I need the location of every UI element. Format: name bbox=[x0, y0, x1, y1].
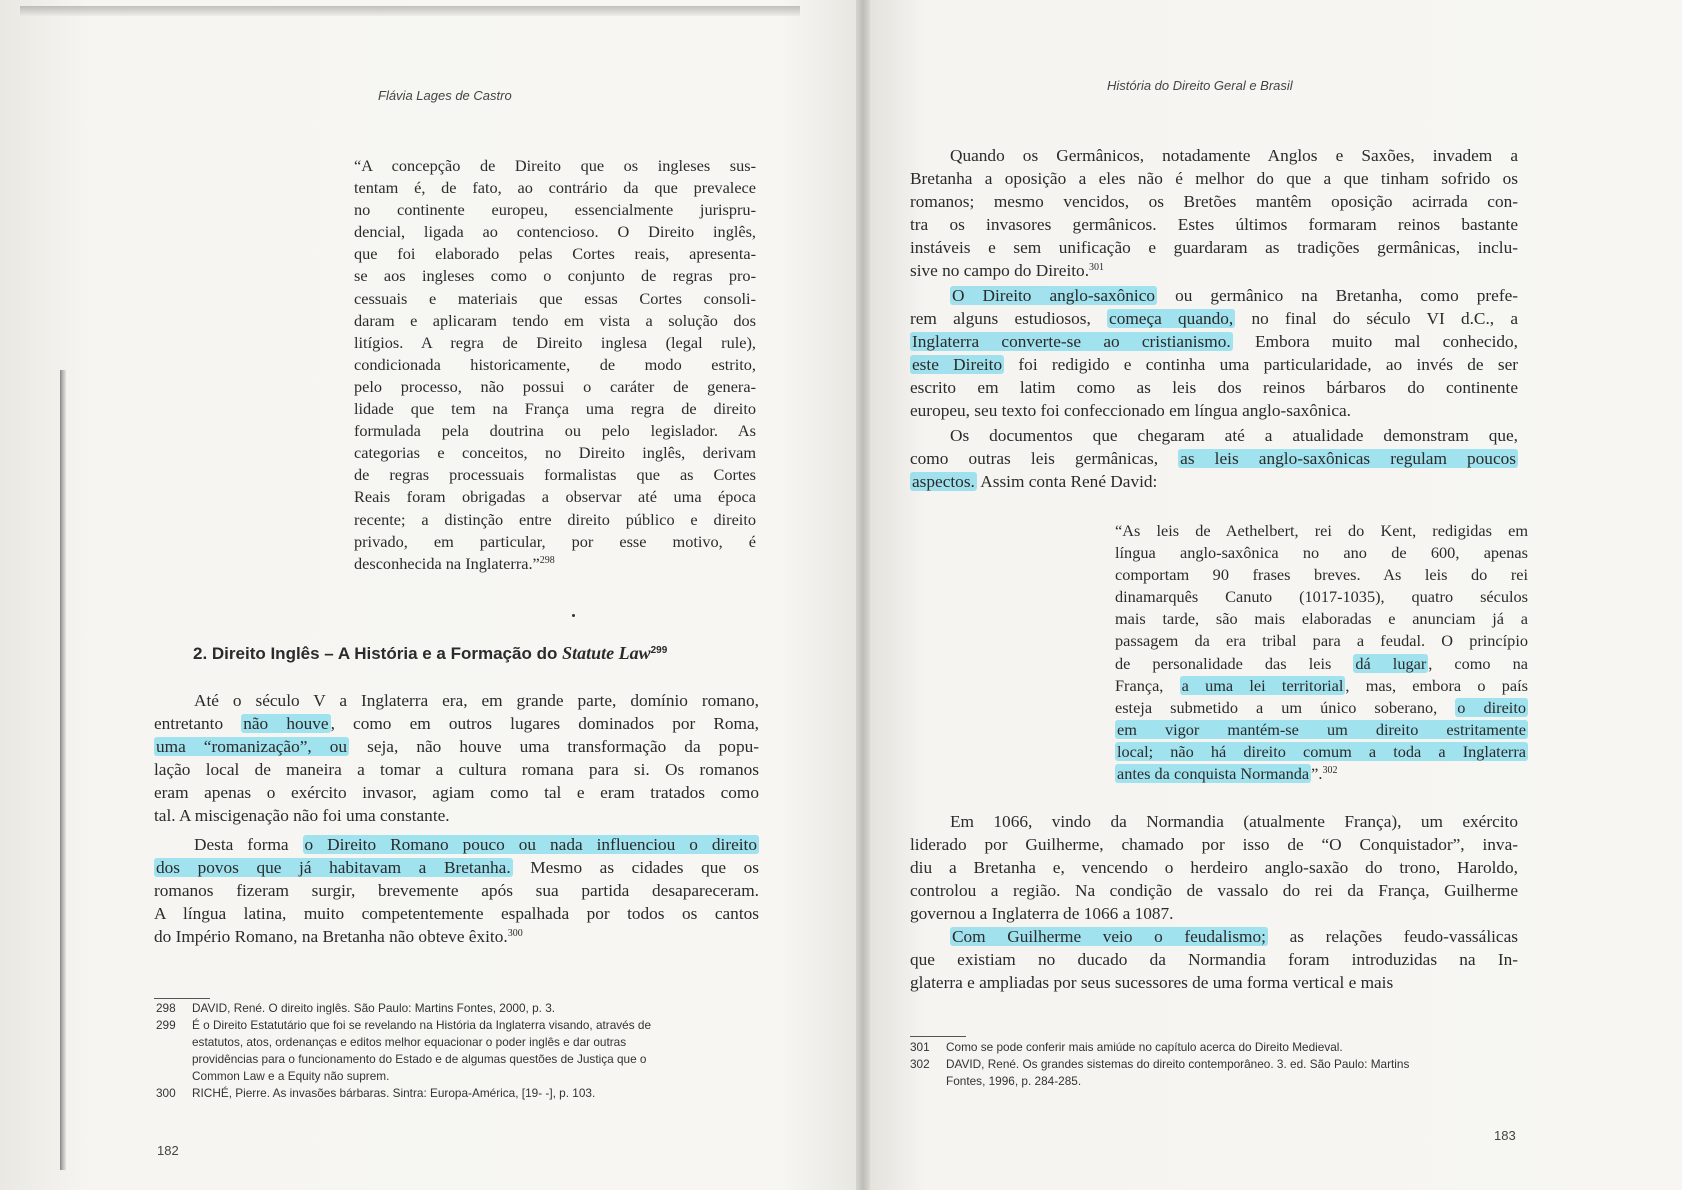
footnote-line: estatutos, atos, ordenanças e editos melhor equacionar o poder inglês e dar outras bbox=[192, 1035, 627, 1049]
text-run: Desta forma bbox=[194, 835, 303, 854]
right-paragraph-1 bbox=[910, 145, 1518, 282]
text-line: se aos ingleses como o conjunto de regras pro- bbox=[354, 266, 756, 286]
footnote-number: 298 bbox=[156, 1001, 176, 1015]
text-run: “As leis de Aethelbert, rei do Kent, redigidas em bbox=[1115, 521, 1528, 540]
text-run: foi redigido e continha uma particularidade, ao invés de ser bbox=[1004, 354, 1519, 374]
text-line: formulada pela doutrina ou pelo legislador. As bbox=[354, 421, 756, 441]
text-run: tal. A miscigenação não foi uma constante. bbox=[154, 805, 450, 825]
text-run: liderado por Guilherme, chamado por isso de “O Conquistador”, inva- bbox=[910, 834, 1518, 854]
highlighted-text: uma “romanização”, ou bbox=[156, 736, 348, 756]
text-line bbox=[154, 805, 759, 828]
text-line bbox=[910, 285, 1518, 308]
text-line bbox=[910, 400, 1518, 423]
text-run: , como em outros lugares dominados por Roma, bbox=[330, 713, 759, 733]
text-line bbox=[1115, 608, 1528, 630]
text-run: esteja submetido a um único soberano, bbox=[1115, 697, 1456, 717]
note-ref: 301 bbox=[1089, 261, 1105, 273]
text-run: comportam 90 frases breves. As leis do rei bbox=[1115, 565, 1528, 585]
highlighted-text: dá lugar bbox=[1355, 653, 1427, 673]
right-paragraph-3 bbox=[910, 425, 1518, 494]
text-run: como outras leis germânicas, bbox=[910, 448, 1179, 468]
text-run: romanos; mesmo vencidos, os Bretões mantêm oposição acirrada con- bbox=[910, 191, 1518, 211]
text-run: entretanto bbox=[154, 713, 242, 733]
text-line bbox=[154, 857, 759, 880]
text-run: glaterra e ampliadas por seus sucessores de uma forma vertical e mais bbox=[910, 972, 1394, 992]
text-line: litígios. A regra de Direito inglesa (legal rule), bbox=[354, 332, 756, 352]
text-run: governou a Inglaterra de 1066 a 1087. bbox=[910, 903, 1174, 923]
highlighted-text: o direito bbox=[1457, 697, 1526, 717]
section-heading-note: 299 bbox=[650, 645, 668, 656]
text-line bbox=[154, 903, 759, 926]
text-line bbox=[910, 191, 1518, 214]
text-run: as relações feudo-vassálicas bbox=[1267, 927, 1518, 946]
text-run: de personalidade das leis bbox=[1115, 653, 1354, 673]
text-line bbox=[910, 857, 1518, 880]
scan-edge-shadow bbox=[60, 370, 66, 1170]
text-line bbox=[1115, 542, 1528, 564]
text-run: Embora muito mal conhecido, bbox=[1232, 331, 1518, 351]
highlighted-text: a uma lei territorial bbox=[1181, 675, 1344, 695]
text-line bbox=[154, 736, 759, 759]
text-run: França, bbox=[1115, 675, 1180, 695]
footnote bbox=[156, 1017, 762, 1085]
right-footnote-rule bbox=[910, 1036, 966, 1037]
text-line bbox=[910, 308, 1518, 331]
note-ref: 298 bbox=[539, 554, 555, 566]
text-line bbox=[1115, 653, 1528, 675]
highlighted-text: aspectos. bbox=[912, 471, 975, 491]
right-paragraph-5 bbox=[910, 926, 1518, 995]
highlighted-text: o Direito Romano pouco ou nada influenciou o direito bbox=[304, 835, 757, 854]
text-line bbox=[910, 168, 1518, 191]
text-line bbox=[910, 972, 1518, 995]
text-run: lação local de maneira a tomar a cultura romana para si. Os romanos bbox=[154, 759, 759, 779]
book-spine bbox=[856, 0, 870, 1190]
text-run: sive no campo do Direito. bbox=[910, 260, 1090, 280]
text-line bbox=[1115, 741, 1528, 763]
footnote bbox=[156, 1085, 762, 1102]
text-line: recente; a distinção entre direito público e direito bbox=[354, 509, 756, 529]
footnote-line: DAVID, René. Os grandes sistemas do direito contemporâneo. 3. ed. São Paulo: Martins bbox=[946, 1057, 1410, 1071]
right-footnotes bbox=[910, 1039, 1522, 1090]
left-footnotes bbox=[156, 1000, 762, 1102]
text-line bbox=[910, 903, 1518, 926]
left-folio: 182 bbox=[157, 1143, 179, 1158]
text-line bbox=[1115, 564, 1528, 586]
highlighted-text: O Direito anglo-saxônico bbox=[952, 286, 1156, 305]
text-line bbox=[910, 926, 1518, 949]
footnote-line: DAVID, René. O direito inglês. São Paulo: Martins Fontes, 2000, p. 3. bbox=[192, 1001, 556, 1015]
text-line: pelo processo, não possui o caráter de genera- bbox=[354, 376, 756, 396]
text-line bbox=[910, 237, 1518, 260]
footnote-number: 302 bbox=[910, 1057, 930, 1071]
right-running-head: História do Direito Geral e Brasil bbox=[1107, 78, 1293, 93]
text-line bbox=[1115, 586, 1528, 608]
highlighted-text: começa quando, bbox=[1109, 308, 1234, 328]
text-line bbox=[154, 713, 759, 736]
text-line bbox=[910, 471, 1518, 494]
text-line: tentam é, de fato, ao contrário da que prevalece bbox=[354, 178, 756, 198]
text-run: Quando os Germânicos, notadamente Anglos e Saxões, invadem a bbox=[950, 146, 1518, 165]
text-line bbox=[1115, 719, 1528, 741]
note-ref: 300 bbox=[507, 927, 523, 939]
footnote-line: É o Direito Estatutário que foi se revelando na História da Inglaterra visando, através de bbox=[192, 1018, 652, 1032]
left-paragraph-1 bbox=[154, 690, 759, 827]
text-line: privado, em particular, por esse motivo, é bbox=[354, 531, 756, 551]
highlighted-text: Com Guilherme veio o feudalismo; bbox=[952, 927, 1266, 946]
text-line bbox=[154, 782, 759, 805]
footnote-number: 301 bbox=[910, 1040, 930, 1054]
footnote-line: Common Law e a Equity não suprem. bbox=[192, 1069, 390, 1083]
footnote bbox=[910, 1056, 1522, 1090]
text-line bbox=[1115, 520, 1528, 542]
text-line: de regras processuais formalistas que as Cortes bbox=[354, 465, 756, 485]
highlighted-text: as leis anglo-saxônicas regulam poucos bbox=[1180, 448, 1516, 468]
footnote-number: 300 bbox=[156, 1086, 176, 1100]
highlighted-text: dos povos que já habitavam a Bretanha. bbox=[156, 857, 511, 877]
highlighted-text: local; não há direito comum a toda a Inglaterra bbox=[1117, 741, 1526, 761]
text-run: Assim conta René David: bbox=[976, 471, 1158, 491]
top-edge-shadow bbox=[20, 6, 800, 16]
text-run: língua anglo-saxônica no ano de 600, apenas bbox=[1115, 543, 1528, 563]
highlighted-text: Inglaterra converte-se ao cristianismo. bbox=[912, 331, 1231, 351]
right-paragraph-2 bbox=[910, 285, 1518, 422]
text-run: dinamarquês Canuto (1017-1035), quatro séculos bbox=[1115, 587, 1528, 607]
text-run: Os documentos que chegaram até a atualidade demonstram que, bbox=[950, 426, 1518, 445]
footnote bbox=[910, 1039, 1522, 1056]
text-run: instáveis e sem unificação e guardaram as tradições germânicas, inclu- bbox=[910, 237, 1518, 257]
text-line bbox=[154, 834, 759, 857]
text-line: Reais foram obrigadas a observar até uma época bbox=[354, 487, 756, 507]
text-run: tra os invasores germânicos. Estes últimos formaram reinos bastante bbox=[910, 214, 1518, 234]
text-line: dencial, ligada ao contencioso. O Direito inglês, bbox=[354, 222, 756, 242]
text-run: escrito em latim como as leis dos reinos bárbaros do continente bbox=[910, 377, 1518, 397]
text-line: lidade que tem na França uma regra de direito bbox=[354, 399, 756, 419]
text-line bbox=[1115, 763, 1528, 785]
highlighted-text: antes da conquista Normanda bbox=[1117, 764, 1310, 784]
text-line bbox=[910, 260, 1518, 283]
text-line: daram e aplicaram tendo em vista a solução dos bbox=[354, 310, 756, 330]
text-run: , mas, embora o país bbox=[1345, 675, 1528, 695]
text-line bbox=[1115, 630, 1528, 652]
text-run: Até o século V a Inglaterra era, em grande parte, domínio romano, bbox=[194, 691, 759, 710]
text-run: diu a Bretanha e, vencendo o herdeiro anglo-saxão do trono, Haroldo, bbox=[910, 857, 1518, 877]
text-run: controlou a região. Na condição de vassalo do rei da França, Guilherme bbox=[910, 880, 1518, 900]
text-line bbox=[910, 425, 1518, 448]
highlighted-text: este Direito bbox=[912, 354, 1003, 374]
text-run: ou germânico na Bretanha, como prefe- bbox=[1157, 286, 1518, 305]
text-line bbox=[154, 759, 759, 782]
text-run: seja, não houve uma transformação da popu- bbox=[349, 736, 759, 756]
text-line bbox=[910, 880, 1518, 903]
text-run: do Império Romano, na Bretanha não obteve êxito. bbox=[154, 926, 508, 946]
text-line: desconhecida na Inglaterra.”$^{298}$ bbox=[354, 553, 555, 573]
text-line bbox=[910, 811, 1518, 834]
footnote bbox=[156, 1000, 762, 1017]
left-paragraph-2 bbox=[154, 834, 759, 949]
text-run: rem alguns estudiosos, bbox=[910, 308, 1108, 328]
footnote-number: 299 bbox=[156, 1018, 176, 1032]
right-folio: 183 bbox=[1494, 1128, 1516, 1143]
text-line bbox=[910, 214, 1518, 237]
left-running-head: Flávia Lages de Castro bbox=[378, 88, 512, 103]
right-paragraph-4 bbox=[910, 811, 1518, 926]
text-line bbox=[1115, 675, 1528, 697]
text-run: A língua latina, muito competentemente espalhada por todos os cantos bbox=[154, 903, 759, 923]
text-run: europeu, seu texto foi confeccionado em língua anglo-saxônica. bbox=[910, 400, 1351, 420]
text-line bbox=[910, 448, 1518, 471]
text-line: que foi elaborado pelas Cortes reais, apresenta- bbox=[354, 244, 756, 264]
text-line: no continente europeu, essencialmente jurispru- bbox=[354, 200, 756, 220]
footnote-line: Fontes, 1996, p. 284-285. bbox=[946, 1074, 1082, 1088]
section-dot bbox=[572, 614, 575, 617]
text-run: Bretanha a oposição a eles não é melhor do que a que tinham sofrido os bbox=[910, 168, 1518, 188]
text-line bbox=[1115, 697, 1528, 719]
text-line bbox=[154, 880, 759, 903]
text-run: ”. bbox=[1311, 764, 1323, 784]
section-heading-text: 2. Direito Inglês – A História e a Formação do bbox=[193, 644, 563, 663]
right-block-quote bbox=[1115, 520, 1528, 785]
text-run: Mesmo as cidades que os bbox=[512, 857, 759, 877]
text-line bbox=[910, 354, 1518, 377]
text-line bbox=[910, 145, 1518, 168]
text-run: mais tarde, são mais elaboradas e anunciam já a bbox=[1115, 609, 1528, 629]
text-run: Em 1066, vindo da Normandia (atualmente França), um exército bbox=[950, 812, 1518, 831]
text-line: categorias e conceitos, no Direito inglês, derivam bbox=[354, 443, 756, 463]
text-line bbox=[910, 949, 1518, 972]
text-line bbox=[154, 926, 759, 949]
left-footnote-rule bbox=[154, 998, 210, 999]
footnote-line: providências para o funcionamento do Estado e de algumas questões de Justiça que o bbox=[192, 1052, 647, 1066]
text-run: que existiam no ducado da Normandia foram introduzidas na In- bbox=[910, 949, 1518, 969]
footnote-line: RICHÉ, Pierre. As invasões bárbaras. Sintra: Europa-América, [19- -], p. 103. bbox=[192, 1086, 596, 1100]
footnote-line: Como se pode conferir mais amiúde no capítulo acerca do Direito Medieval. bbox=[946, 1040, 1343, 1054]
text-line bbox=[910, 331, 1518, 354]
highlighted-text: não houve bbox=[243, 713, 329, 733]
section-heading-italic: Statute Law bbox=[562, 643, 651, 663]
text-line: cessuais e materiais que essas Cortes consoli- bbox=[354, 288, 756, 308]
text-run: eram apenas o exército invasor, agiam como tal e eram tratados como bbox=[154, 782, 759, 802]
highlighted-text: em vigor mantém-se um direito estritamente bbox=[1117, 719, 1526, 739]
text-run: no final do século VI d.C., a bbox=[1235, 308, 1518, 328]
note-ref: 302 bbox=[1322, 765, 1338, 777]
text-run: romanos fizeram surgir, brevemente após sua partida desapareceram. bbox=[154, 880, 759, 900]
section-heading bbox=[193, 643, 667, 664]
text-run: , como na bbox=[1428, 653, 1529, 673]
left-block-quote bbox=[354, 155, 756, 575]
text-line bbox=[910, 834, 1518, 857]
text-line bbox=[154, 690, 759, 713]
text-run: passagem da era tribal para a feudal. O princípio bbox=[1115, 631, 1528, 651]
text-line bbox=[910, 377, 1518, 400]
text-line: condicionada historicamente, de modo estrito, bbox=[354, 354, 756, 374]
text-line: “A concepção de Direito que os ingleses sus- bbox=[354, 156, 756, 175]
